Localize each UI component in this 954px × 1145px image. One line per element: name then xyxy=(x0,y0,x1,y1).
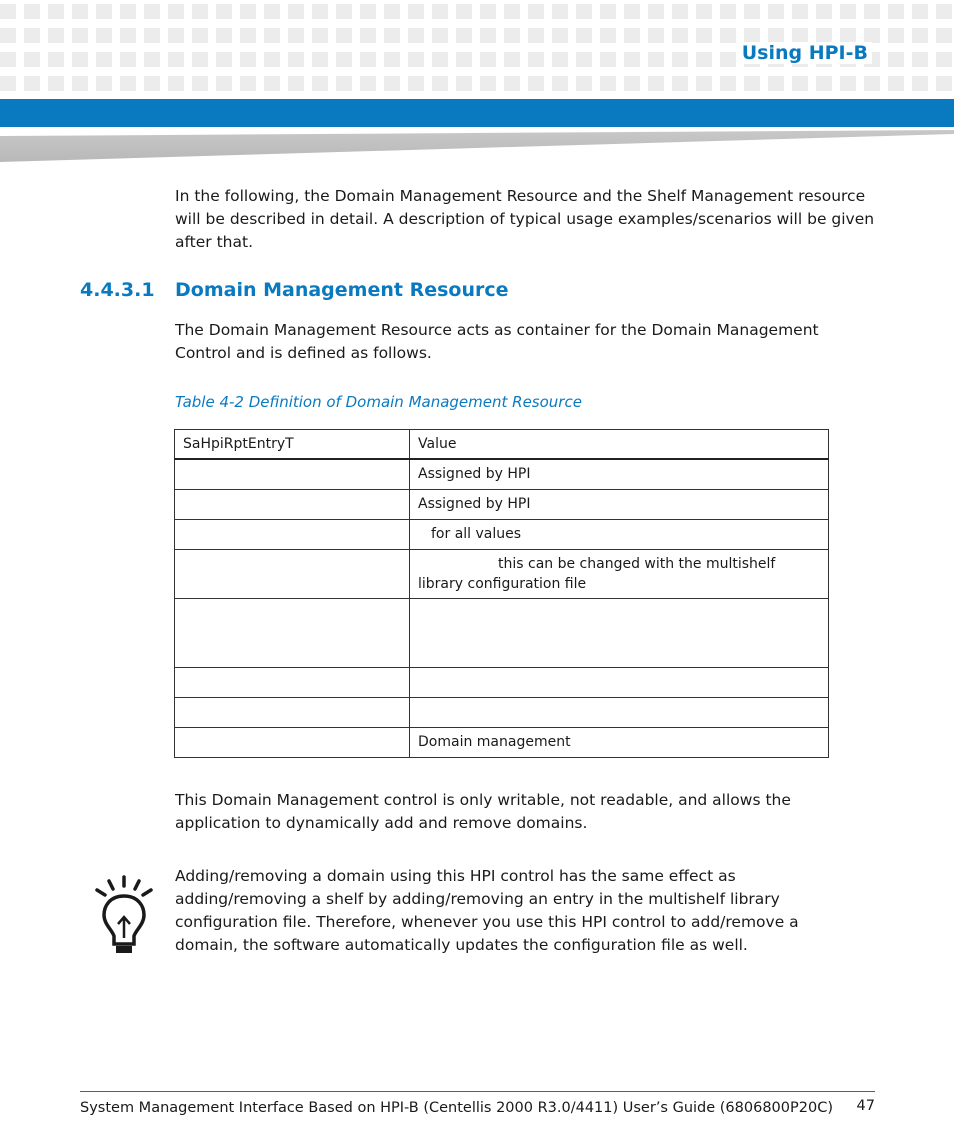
table-cell: Assigned by HPI xyxy=(410,489,829,519)
running-header-title: Using HPI-B xyxy=(738,42,872,64)
table-cell xyxy=(175,519,410,549)
header-pattern-row-2 xyxy=(0,28,954,43)
table-cell xyxy=(175,598,410,667)
table-row xyxy=(175,549,829,598)
table-cell xyxy=(175,727,410,757)
table-cell xyxy=(175,697,410,727)
table-row xyxy=(175,598,829,667)
table-cell xyxy=(410,667,829,697)
section-number: 4.4.3.1 xyxy=(80,279,155,301)
table-row xyxy=(175,727,829,757)
note-paragraph: Adding/removing a domain using this HPI control has the same effect as adding/removing a shelf by adding/removing an entry in the multishelf library configuration file. Therefore, whenever you use this HPI control to add/remove a domain, the software automatically updates the configuration file as well. xyxy=(175,867,799,954)
definition-table xyxy=(174,429,829,758)
page-number: 47 xyxy=(856,1098,875,1114)
header-blue-band xyxy=(0,99,954,127)
table-caption: Table 4-2 Definition of Domain Management Resource xyxy=(175,393,582,411)
table-header-cell: Value xyxy=(410,430,829,460)
table-cell: for all values xyxy=(410,519,829,549)
header-pattern-row-1 xyxy=(0,4,954,19)
section-title: Domain Management Resource xyxy=(175,279,509,301)
table-cell xyxy=(175,489,410,519)
table-row xyxy=(175,459,829,489)
table-cell xyxy=(175,459,410,489)
table-cell: Assigned by HPI xyxy=(410,459,829,489)
footer-rule xyxy=(80,1091,875,1092)
table-cell: this can be changed with the multishelf library configuration file xyxy=(410,549,829,598)
table-row xyxy=(175,519,829,549)
header-gray-wedge xyxy=(0,130,954,162)
section-intro-paragraph: The Domain Management Resource acts as container for the Domain Management Control and is defined as follows. xyxy=(175,321,819,362)
table-cell: Domain management xyxy=(410,727,829,757)
table-cell xyxy=(410,598,829,667)
table-header-row xyxy=(175,430,829,460)
table-cell xyxy=(410,697,829,727)
table-cell xyxy=(175,549,410,598)
intro-paragraph: In the following, the Domain Management Resource and the Shelf Management resource will be described in detail. A description of typical usage examples/scenarios will be given after that. xyxy=(175,187,875,251)
table-header-cell: SaHpiRptEntryT xyxy=(175,430,410,460)
section-heading xyxy=(80,279,509,301)
header-pattern-row-4 xyxy=(0,76,954,91)
lightbulb-icon xyxy=(92,874,156,958)
table-row xyxy=(175,667,829,697)
table-cell xyxy=(175,667,410,697)
after-table-paragraph: This Domain Management control is only writable, not readable, and allows the application to dynamically add and remove domains. xyxy=(175,791,791,832)
table-row xyxy=(175,489,829,519)
footer-text: System Management Interface Based on HPI-B (Centellis 2000 R3.0/4411) User’s Guide (6806800P20C) xyxy=(80,1100,833,1116)
table-row xyxy=(175,697,829,727)
